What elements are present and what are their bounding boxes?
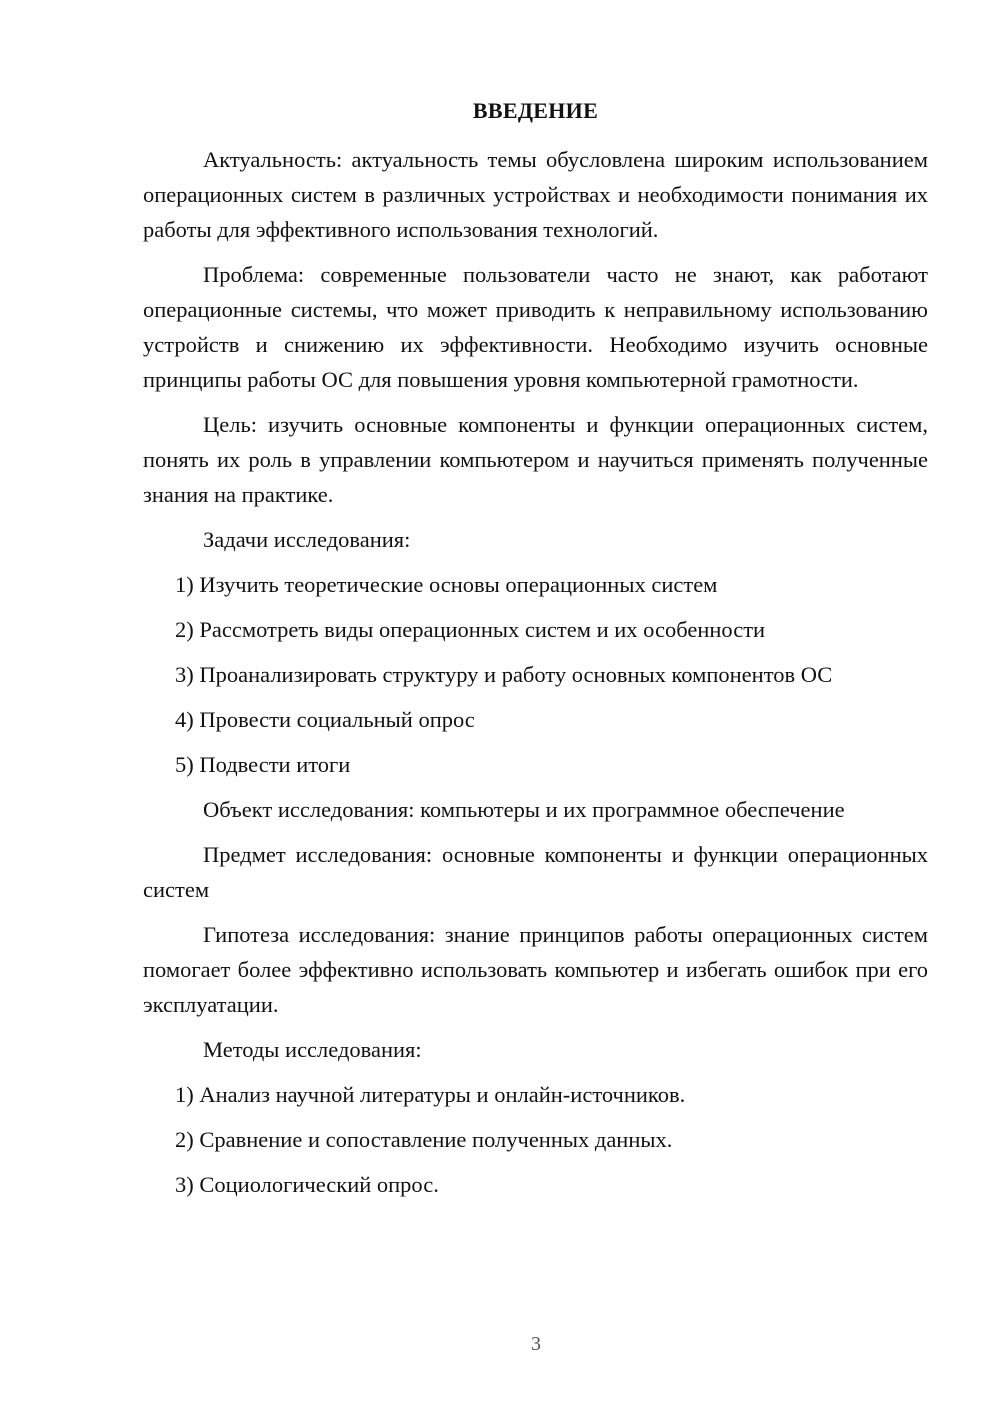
- method-item: 1) Анализ научной литературы и онлайн-источников.: [175, 1082, 686, 1107]
- object-paragraph: Объект исследования: компьютеры и их программное обеспечение: [203, 797, 845, 822]
- method-item: 3) Социологический опрос.: [175, 1172, 439, 1197]
- hypothesis-paragraph: Гипотеза исследования: знание принципов работы операционных систем помогает более эффективно использовать компьютер и избегать ошибок при его эксплуатации.: [143, 922, 928, 1017]
- page-title: ВВЕДЕНИЕ: [472, 98, 599, 123]
- tasks-list: [143, 567, 928, 782]
- tasks-heading: Задачи исследования:: [203, 527, 411, 552]
- subject-paragraph: Предмет исследования: основные компоненты и функции операционных систем: [143, 842, 928, 902]
- relevance-paragraph: Актуальность: актуальность темы обусловлена широким использованием операционных систем в различных устройствах и необходимости понимания их работы для эффективного использования технологий.: [143, 147, 928, 242]
- methods-heading: Методы исследования:: [203, 1037, 422, 1062]
- goal-paragraph: Цель: изучить основные компоненты и функции операционных систем, понять их роль в управлении компьютером и научиться применять полученные знания на практике.: [143, 412, 928, 507]
- task-item: 1) Изучить теоретические основы операционных систем: [175, 572, 718, 597]
- method-item: 2) Сравнение и сопоставление полученных данных.: [175, 1127, 673, 1152]
- task-item: 5) Подвести итоги: [175, 752, 351, 777]
- task-item: 4) Провести социальный опрос: [175, 707, 475, 732]
- page-number: 3: [531, 1333, 541, 1355]
- document-body: [143, 142, 928, 1212]
- problem-paragraph: Проблема: современные пользователи часто не знают, как работают операционные системы, что может приводить к неправильному использованию устройств и снижению их эффективности. Необходимо изучить основные принципы работы ОС для повышения уровня компьютерной грамотности.: [143, 262, 928, 392]
- task-item: 3) Проанализировать структуру и работу основных компонентов ОС: [175, 662, 833, 687]
- task-item: 2) Рассмотреть виды операционных систем и их особенности: [175, 617, 766, 642]
- methods-list: [143, 1077, 928, 1202]
